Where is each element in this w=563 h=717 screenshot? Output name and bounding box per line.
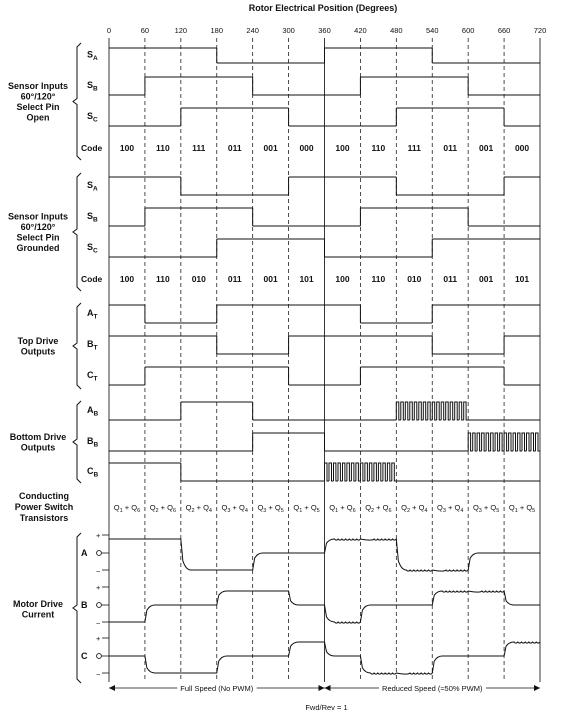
group-sensor-grounded [8, 173, 540, 291]
code-label: Code [81, 143, 103, 153]
transistor-pair: $Q_3 + Q_5$ [472, 503, 500, 514]
signal-label: $S_B$ [87, 80, 98, 93]
plus-marker: + [96, 531, 101, 540]
top-drive-label-line: Outputs [20, 346, 56, 357]
degree-label: 360 [318, 26, 331, 35]
signal-label: $S_A$ [87, 49, 98, 62]
reduced-speed-label: Reduced Speed (≈50% PWM) [382, 684, 483, 693]
degree-label: 600 [461, 26, 475, 35]
signal-label: $B_B$ [87, 436, 99, 449]
signal-label: $B_T$ [87, 339, 98, 352]
signal-label: $S_A$ [87, 180, 98, 193]
sensor-open-label-line: 60°/120° [20, 91, 56, 102]
signal-label: $C_B$ [87, 466, 99, 479]
conducting-label-line: Conducting [19, 491, 69, 501]
motor-label-line: Motor Drive [12, 598, 64, 609]
sensor-grounded-label-line: 60°/120° [20, 221, 56, 232]
top-drive-label-line: Top Drive [17, 335, 59, 346]
code-value: 101 [514, 274, 530, 284]
arrow-head [325, 685, 331, 691]
transistor-pair: $Q_3 + Q_4$ [221, 503, 248, 514]
code-value: 001 [479, 143, 494, 153]
arrow-head [534, 685, 540, 691]
degree-label: 0 [106, 26, 112, 35]
signal-label: $A_B$ [87, 405, 99, 418]
sensor-grounded-label-line: Sensor Inputs [7, 211, 69, 222]
degree-label: 720 [533, 26, 547, 35]
transistor-pair: $Q_1 + Q_6$ [329, 503, 356, 514]
signal-groups [8, 43, 540, 483]
sensor-open-label-line: Open [26, 112, 50, 123]
motor-drive-current [13, 531, 540, 683]
signal-label: $S_B$ [87, 211, 98, 224]
group-bottom-drive [10, 401, 540, 483]
waveform-CB [109, 463, 540, 481]
code-value: 011 [443, 274, 458, 284]
group-brace [73, 401, 81, 483]
group-sensor-open [8, 43, 540, 160]
plus-marker: + [96, 634, 101, 643]
sensor-open-label-line: Sensor Inputs [7, 80, 69, 91]
phase-terminal [97, 603, 102, 608]
waveform-SC [109, 239, 540, 257]
transistor-pair: $Q_2 + Q_6$ [365, 503, 392, 514]
transistor-pair: $Q_2 + Q_4$ [401, 503, 428, 514]
degree-label: 60 [140, 26, 150, 35]
code-value: 011 [227, 143, 242, 153]
degree-label: 420 [354, 26, 367, 35]
code-value: 110 [156, 274, 170, 284]
minus-marker: − [96, 670, 101, 679]
group-brace [73, 303, 81, 389]
degree-label: 480 [390, 26, 403, 35]
code-value: 111 [192, 143, 206, 153]
sensor-open-label-line: Select Pin [16, 101, 60, 112]
minus-marker: − [96, 567, 101, 576]
phase-label-B: B [81, 600, 88, 610]
minus-marker: − [96, 619, 101, 628]
code-value: 011 [227, 274, 242, 284]
degree-label: 120 [174, 26, 188, 35]
transistor-pair: $Q_1 + Q_6$ [113, 503, 141, 514]
conducting-label-line: Power Switch [14, 502, 74, 512]
phase-label-A: A [81, 548, 88, 558]
code-value: 111 [407, 143, 421, 153]
code-value: 011 [443, 143, 458, 153]
diagram-title: Rotor Electrical Position (Degrees) [248, 3, 398, 13]
motor-brace [73, 533, 81, 683]
transistor-pair: $Q_3 + Q_5$ [257, 503, 284, 514]
phase-terminal [97, 551, 102, 556]
sensor-grounded-label-line: Select Pin [16, 232, 60, 243]
code-value: 110 [371, 143, 386, 153]
signal-label: $C_T$ [87, 370, 98, 383]
transistor-pair: $Q_1 + Q_5$ [293, 503, 320, 514]
bottom-drive-label-line: Bottom Drive [9, 431, 67, 442]
sensor-grounded-label-line: Grounded [16, 242, 60, 253]
code-value: 001 [263, 143, 278, 153]
phase-terminal [97, 654, 102, 659]
waveform-SA [109, 48, 540, 63]
conducting-label-line: Transistors [19, 513, 69, 523]
bottom-drive-label-line: Outputs [20, 442, 56, 453]
gridlines [109, 38, 540, 682]
degree-label: 540 [425, 26, 439, 35]
code-value: 010 [407, 274, 422, 284]
arrow-head [109, 685, 115, 691]
transistor-pair: $Q_3 + Q_4$ [437, 503, 464, 514]
code-value: 100 [335, 274, 350, 284]
degree-label: 180 [210, 26, 224, 35]
transistor-pair: $Q_2 + Q_6$ [149, 503, 177, 514]
code-value: 010 [191, 274, 206, 284]
code-value: 110 [371, 274, 386, 284]
degree-label: 660 [497, 26, 511, 35]
degree-label: 300 [282, 26, 295, 35]
signal-label: $S_C$ [87, 111, 98, 124]
speed-footer [109, 683, 540, 712]
transistor-pair: $Q_2 + Q_4$ [185, 503, 212, 514]
arrow-head [319, 685, 325, 691]
signal-label: $A_T$ [87, 308, 98, 321]
fwd-rev-label: Fwd/Rev = 1 [305, 703, 348, 712]
code-value: 101 [299, 274, 314, 284]
motor-label-line: Current [21, 609, 55, 620]
code-value: 100 [119, 143, 135, 153]
degree-label: 240 [246, 26, 259, 35]
code-value: 001 [479, 274, 494, 284]
code-value: 000 [299, 143, 314, 153]
code-value: 110 [156, 143, 170, 153]
code-value: 100 [119, 274, 135, 284]
code-label: Code [81, 274, 103, 284]
conducting-transistors [15, 491, 535, 523]
full-speed-label: Full Speed (No PWM) [180, 684, 254, 693]
plus-marker: + [96, 583, 101, 592]
code-value: 100 [335, 143, 350, 153]
code-value: 001 [263, 274, 278, 284]
signal-label: $S_C$ [87, 242, 98, 255]
group-brace [73, 173, 81, 291]
group-top-drive [18, 303, 540, 389]
code-value: 000 [514, 143, 530, 153]
waveform-BB [109, 433, 540, 451]
phase-label-C: C [81, 651, 88, 661]
group-brace [73, 43, 81, 160]
transistor-pair: $Q_1 + Q_5$ [508, 503, 536, 514]
degree-axis [107, 26, 546, 35]
